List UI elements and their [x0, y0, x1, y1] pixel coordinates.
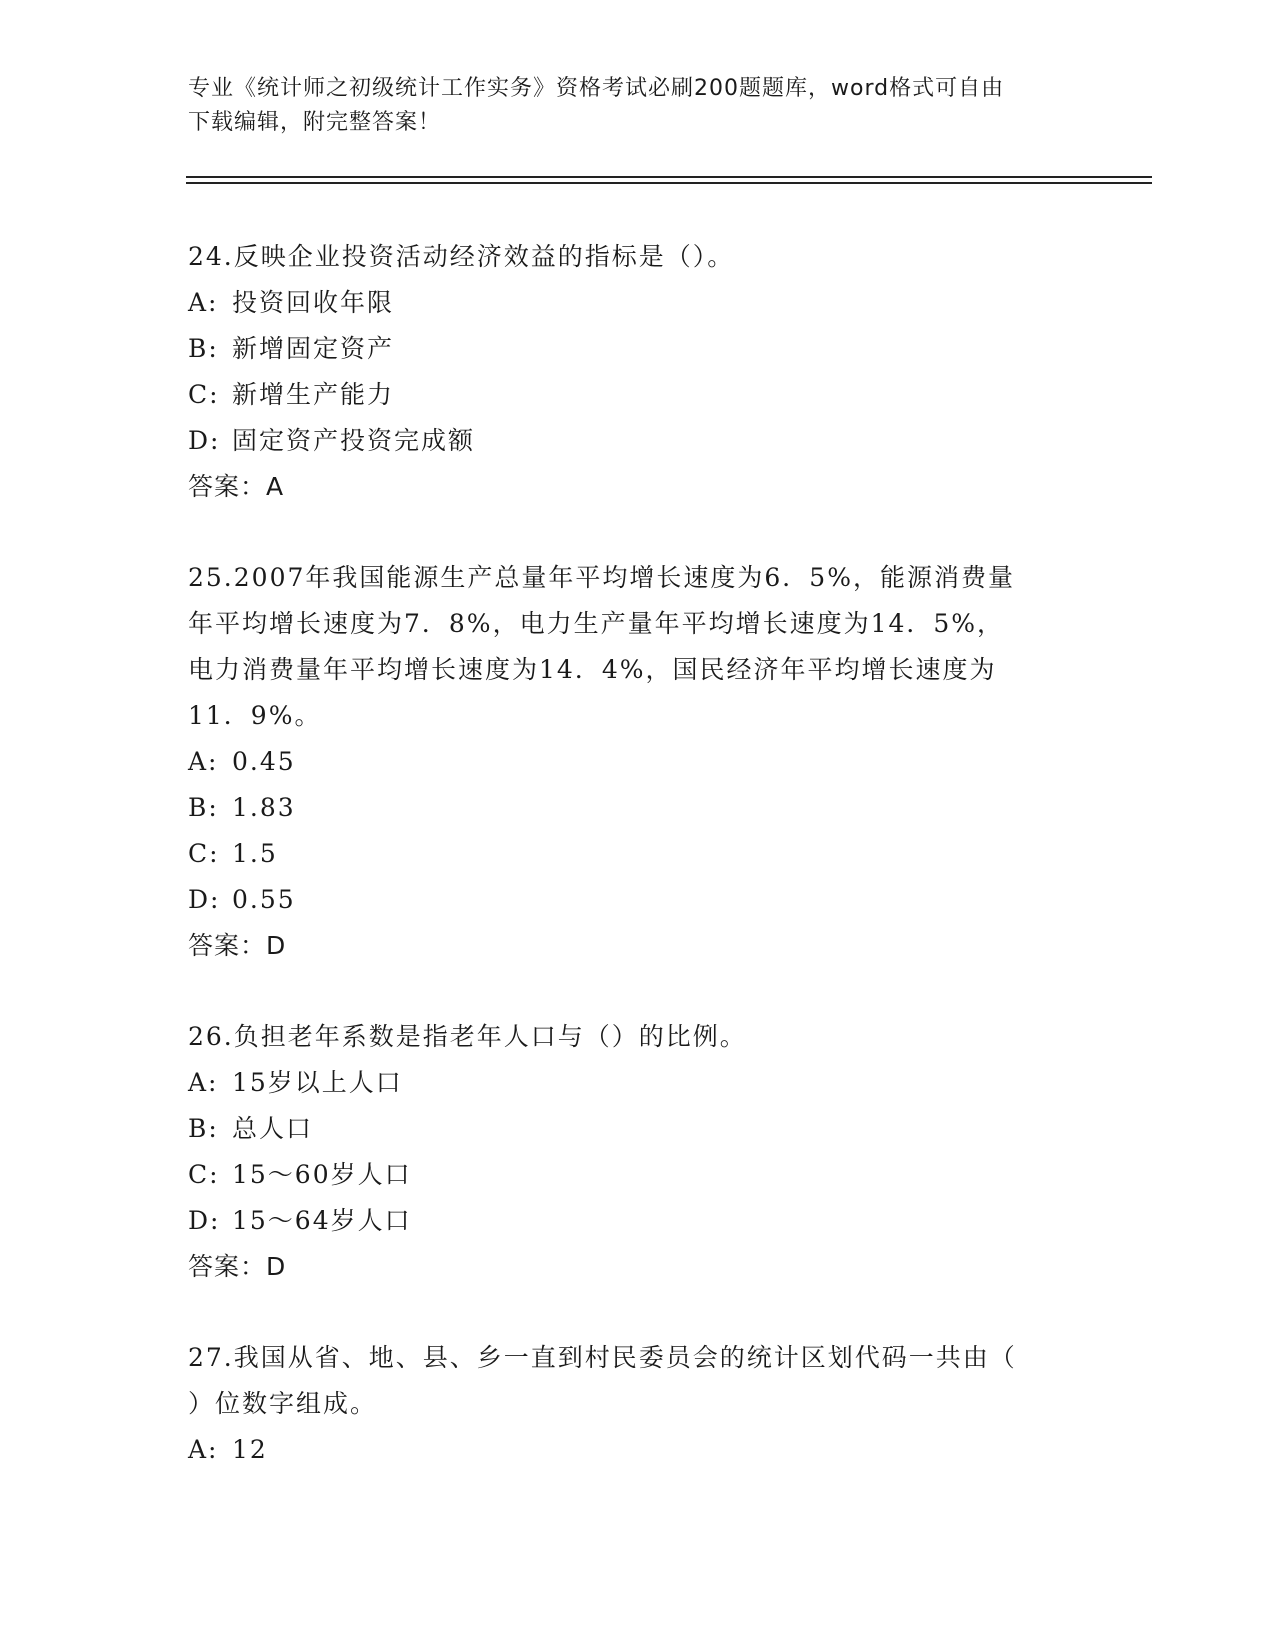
option-text: 15岁以上人口: [232, 1068, 403, 1097]
answer-option: [188, 1427, 1088, 1473]
option-text: 1.5: [232, 839, 278, 868]
header-line-2: 下载编辑，附完整答案！: [188, 110, 442, 135]
option-label: C:: [188, 380, 220, 409]
question-stem-line: 电力消费量年平均增长速度为14．4%，国民经济年平均增长速度为: [188, 655, 997, 684]
option-label: B:: [188, 334, 219, 363]
option-text: 新增生产能力: [232, 380, 395, 409]
option-text: 12: [232, 1435, 268, 1464]
answer-option: [188, 1106, 1088, 1152]
question-list: [188, 234, 1088, 1518]
answer-option: [188, 831, 1088, 877]
question-block: [188, 1335, 1088, 1473]
option-label: C:: [188, 839, 220, 868]
option-text: 0.45: [232, 747, 296, 776]
answer-option: [188, 1060, 1088, 1106]
option-label: D:: [188, 885, 221, 914]
header-divider-bottom: [186, 182, 1152, 184]
option-label: B:: [188, 1114, 219, 1143]
answer-option: [188, 280, 1088, 326]
option-label: A:: [188, 1068, 219, 1097]
option-label: C:: [188, 1160, 220, 1189]
option-text: 投资回收年限: [232, 288, 395, 317]
option-text: 固定资产投资完成额: [232, 426, 476, 455]
option-text: 15～64岁人口: [232, 1206, 412, 1235]
option-text: 新增固定资产: [232, 334, 395, 363]
option-text: 总人口: [232, 1114, 314, 1143]
answer-option: [188, 785, 1088, 831]
document-header: [188, 72, 1078, 140]
question-block: [188, 1014, 1088, 1290]
option-label: D:: [188, 426, 221, 455]
answer-key: 答案：A: [188, 472, 285, 501]
answer-key: 答案：D: [188, 931, 287, 960]
answer-key: 答案：D: [188, 1252, 287, 1281]
option-label: A:: [188, 1435, 219, 1464]
question-stem-line: 11．9%。: [188, 701, 322, 730]
question-stem-line: 年平均增长速度为7．8%，电力生产量年平均增长速度为14．5%，: [188, 609, 1005, 638]
option-label: D:: [188, 1206, 221, 1235]
option-text: 1.83: [232, 793, 296, 822]
answer-option: [188, 877, 1088, 923]
answer-option: [188, 372, 1088, 418]
answer-option: [188, 418, 1088, 464]
question-stem-line: 24.反映企业投资活动经济效益的指标是（）。: [188, 242, 735, 271]
question-stem-line: ）位数字组成。: [188, 1389, 378, 1418]
answer-option: [188, 326, 1088, 372]
option-text: 15～60岁人口: [232, 1160, 412, 1189]
question-block: [188, 234, 1088, 510]
header-divider-top: [186, 176, 1152, 178]
option-label: B:: [188, 793, 219, 822]
question-stem-line: 26.负担老年系数是指老年人口与（）的比例。: [188, 1022, 747, 1051]
option-label: A:: [188, 747, 219, 776]
question-block: [188, 555, 1088, 969]
option-label: A:: [188, 288, 219, 317]
option-text: 0.55: [232, 885, 296, 914]
question-stem-line: 25.2007年我国能源生产总量年平均增长速度为6．5%，能源消费量: [188, 563, 1015, 592]
answer-option: [188, 739, 1088, 785]
answer-option: [188, 1198, 1088, 1244]
header-line-1: 专业《统计师之初级统计工作实务》资格考试必刷200题题库，word格式可自由: [188, 76, 1005, 101]
answer-option: [188, 1152, 1088, 1198]
question-stem-line: 27.我国从省、地、县、乡一直到村民委员会的统计区划代码一共由（: [188, 1343, 1017, 1372]
